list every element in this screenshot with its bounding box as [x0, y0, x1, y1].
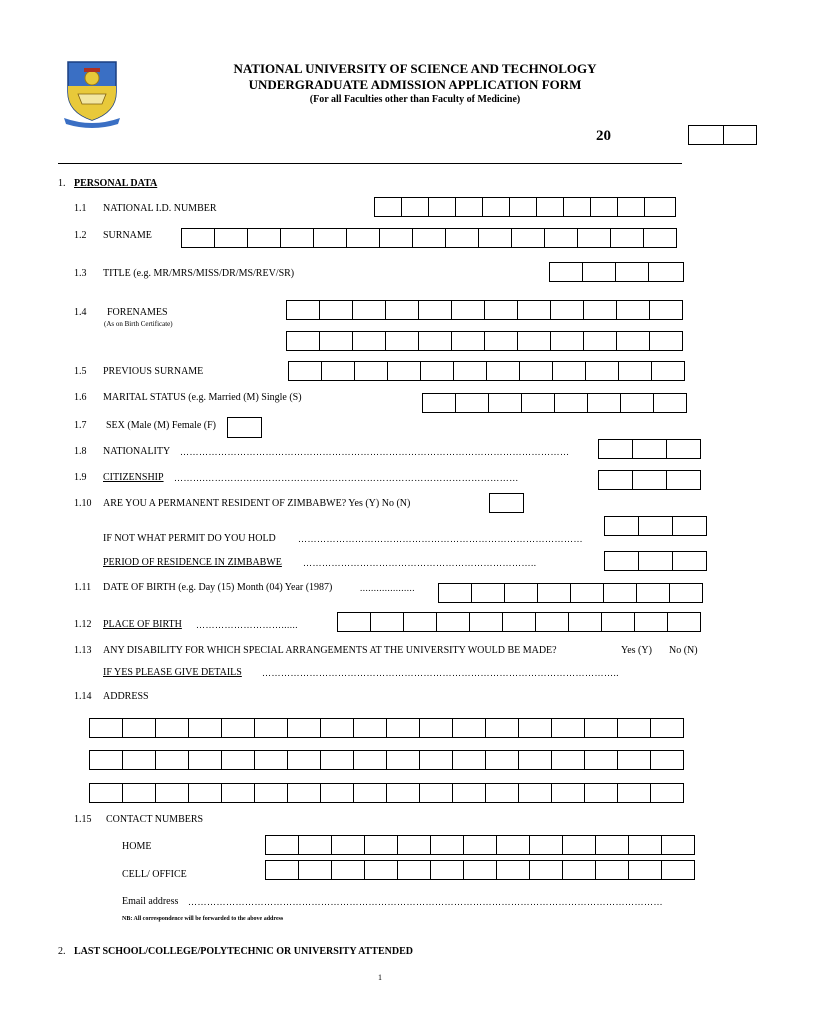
section2-number: 2. [58, 946, 66, 957]
input-char-box[interactable] [604, 551, 639, 571]
national-id-boxes[interactable] [374, 197, 676, 217]
input-char-box[interactable] [628, 860, 662, 880]
input-char-box[interactable] [321, 361, 355, 381]
page-number: 1 [378, 973, 382, 982]
input-char-box[interactable] [617, 718, 651, 738]
input-char-box[interactable] [397, 860, 431, 880]
home-label: HOME [122, 841, 152, 852]
input-char-box[interactable] [636, 583, 670, 603]
place-of-birth-boxes[interactable] [337, 612, 701, 632]
input-char-box[interactable] [562, 835, 596, 855]
input-char-box[interactable] [672, 551, 707, 571]
input-char-box[interactable] [650, 783, 684, 803]
residence-dots: ……………………………………………………………….. [303, 558, 537, 568]
input-char-box[interactable] [521, 393, 555, 413]
input-char-box[interactable] [504, 583, 538, 603]
input-char-box[interactable] [517, 300, 551, 320]
f17-label: SEX (Male (M) Female (F) [106, 420, 216, 431]
input-char-box[interactable] [551, 750, 585, 770]
input-char-box[interactable] [644, 197, 676, 217]
input-char-box[interactable] [617, 783, 651, 803]
input-char-box[interactable] [353, 783, 387, 803]
previous-surname-boxes[interactable] [288, 361, 685, 381]
input-char-box[interactable] [353, 718, 387, 738]
input-char-box[interactable] [364, 835, 398, 855]
header-subtitle: (For all Faculties other than Faculty of Medicine) [309, 94, 521, 105]
input-char-box[interactable] [667, 612, 701, 632]
input-char-box[interactable] [438, 583, 472, 603]
input-char-box[interactable] [122, 750, 156, 770]
input-char-box[interactable] [419, 750, 453, 770]
input-char-box[interactable] [455, 197, 483, 217]
input-char-box[interactable] [604, 516, 639, 536]
f18-dots: …………………………………………………………………………………………………………… [180, 447, 570, 457]
f114-num: 1.14 [74, 691, 92, 702]
input-char-box[interactable] [550, 300, 584, 320]
f14-label: FORENAMES [107, 307, 168, 318]
input-char-box[interactable] [403, 612, 437, 632]
title-boxes[interactable] [549, 262, 684, 282]
input-char-box[interactable] [346, 228, 380, 248]
input-char-box[interactable] [313, 228, 347, 248]
input-char-box[interactable] [478, 228, 512, 248]
input-char-box[interactable] [643, 228, 677, 248]
input-char-box[interactable] [227, 417, 262, 438]
f16-label: MARITAL STATUS (e.g. Married (M) Single (S) [103, 392, 302, 403]
f19-num: 1.9 [74, 472, 87, 483]
input-char-box[interactable] [420, 361, 454, 381]
f11-label: NATIONAL I.D. NUMBER [103, 203, 217, 214]
nb-note: NB: All correspondence will be forwarded to the above address [122, 916, 284, 922]
input-char-box[interactable] [595, 860, 629, 880]
f13-num: 1.3 [74, 268, 87, 279]
input-char-box[interactable] [455, 393, 489, 413]
input-char-box[interactable] [617, 750, 651, 770]
input-char-box[interactable] [386, 783, 420, 803]
input-char-box[interactable] [587, 393, 621, 413]
input-char-box[interactable] [254, 718, 288, 738]
input-char-box[interactable] [628, 835, 662, 855]
details-label: IF YES PLEASE GIVE DETAILS [103, 667, 242, 678]
header-title-line1: NATIONAL UNIVERSITY OF SCIENCE AND TECHNOLOGY [233, 61, 597, 76]
input-char-box[interactable] [536, 197, 564, 217]
input-char-box[interactable] [387, 361, 421, 381]
input-char-box[interactable] [509, 197, 537, 217]
input-char-box[interactable] [552, 361, 586, 381]
email-dots: …………………………………………………………………………………………………………………………………… [188, 897, 663, 907]
input-char-box[interactable] [583, 300, 617, 320]
input-char-box[interactable] [551, 718, 585, 738]
input-char-box[interactable] [353, 750, 387, 770]
f110-label: ARE YOU A PERMANENT RESIDENT OF ZIMBABWE? Yes (Y) No (N) [103, 498, 411, 509]
input-char-box[interactable] [445, 228, 479, 248]
input-char-box[interactable] [287, 783, 321, 803]
input-char-box[interactable] [453, 361, 487, 381]
input-char-box[interactable] [661, 860, 695, 880]
year-prefix: 20 [596, 128, 611, 144]
input-char-box[interactable] [666, 439, 701, 459]
date-of-birth-boxes[interactable] [438, 583, 703, 603]
input-char-box[interactable] [286, 331, 320, 351]
input-char-box[interactable] [484, 300, 518, 320]
input-char-box[interactable] [485, 783, 519, 803]
input-char-box[interactable] [610, 228, 644, 248]
input-char-box[interactable] [584, 718, 618, 738]
input-char-box[interactable] [412, 228, 446, 248]
input-char-box[interactable] [617, 197, 645, 217]
input-char-box[interactable] [672, 516, 707, 536]
input-char-box[interactable] [354, 361, 388, 381]
input-char-box[interactable] [319, 300, 353, 320]
input-char-box[interactable] [452, 718, 486, 738]
input-char-box[interactable] [666, 470, 701, 490]
permit-boxes[interactable] [604, 516, 707, 536]
input-char-box[interactable] [331, 835, 365, 855]
input-char-box[interactable] [221, 718, 255, 738]
input-char-box[interactable] [649, 300, 683, 320]
input-char-box[interactable] [650, 750, 684, 770]
input-char-box[interactable] [463, 860, 497, 880]
input-char-box[interactable] [485, 750, 519, 770]
input-char-box[interactable] [482, 197, 510, 217]
input-char-box[interactable] [615, 262, 649, 282]
marital-status-boxes[interactable] [422, 393, 687, 413]
address-boxes-row2[interactable] [89, 750, 684, 770]
input-char-box[interactable] [661, 835, 695, 855]
input-char-box[interactable] [221, 750, 255, 770]
input-char-box[interactable] [582, 262, 616, 282]
input-char-box[interactable] [488, 393, 522, 413]
input-char-box[interactable] [529, 835, 563, 855]
address-boxes-row3[interactable] [89, 783, 684, 803]
input-char-box[interactable] [337, 612, 371, 632]
input-char-box[interactable] [385, 300, 419, 320]
input-char-box[interactable] [386, 750, 420, 770]
f112-label: PLACE OF BIRTH [103, 619, 182, 630]
year-boxes[interactable] [688, 125, 757, 145]
input-char-box[interactable] [620, 393, 654, 413]
input-char-box[interactable] [653, 393, 687, 413]
input-char-box[interactable] [723, 125, 757, 145]
input-char-box[interactable] [544, 228, 578, 248]
f113-yes: Yes (Y) [621, 645, 652, 656]
input-char-box[interactable] [518, 718, 552, 738]
input-char-box[interactable] [590, 197, 618, 217]
f12-num: 1.2 [74, 230, 87, 241]
input-char-box[interactable] [485, 718, 519, 738]
input-char-box[interactable] [554, 393, 588, 413]
input-char-box[interactable] [452, 783, 486, 803]
input-char-box[interactable] [320, 750, 354, 770]
input-char-box[interactable] [247, 228, 281, 248]
input-char-box[interactable] [518, 750, 552, 770]
input-char-box[interactable] [286, 300, 320, 320]
input-char-box[interactable] [632, 439, 667, 459]
input-char-box[interactable] [379, 228, 413, 248]
input-char-box[interactable] [471, 583, 505, 603]
residence-label: PERIOD OF RESIDENCE IN ZIMBABWE [103, 557, 282, 568]
input-char-box[interactable] [214, 228, 248, 248]
input-char-box[interactable] [618, 361, 652, 381]
input-char-box[interactable] [638, 516, 673, 536]
email-label: Email address [122, 896, 179, 907]
sex-box[interactable] [227, 417, 262, 438]
details-dots: ………………………………………………………………………………………………….. [262, 668, 619, 678]
f113-label: ANY DISABILITY FOR WHICH SPECIAL ARRANGEMENTS AT THE UNIVERSITY WOULD BE MADE? [103, 645, 557, 656]
input-char-box[interactable] [288, 361, 322, 381]
input-char-box[interactable] [287, 750, 321, 770]
f13-label: TITLE (e.g. MR/MRS/MISS/DR/MS/REV/SR) [103, 268, 295, 279]
input-char-box[interactable] [181, 228, 215, 248]
input-char-box[interactable] [584, 783, 618, 803]
section1-number: 1. [58, 178, 66, 189]
f115-num: 1.15 [74, 814, 92, 825]
input-char-box[interactable] [511, 228, 545, 248]
input-char-box[interactable] [320, 783, 354, 803]
input-char-box[interactable] [616, 331, 650, 351]
input-char-box[interactable] [549, 262, 583, 282]
f18-label: NATIONALITY [103, 446, 171, 457]
f113-num: 1.13 [74, 645, 92, 656]
input-char-box[interactable] [430, 860, 464, 880]
input-char-box[interactable] [568, 612, 602, 632]
input-char-box[interactable] [648, 262, 684, 282]
input-char-box[interactable] [430, 835, 464, 855]
input-char-box[interactable] [401, 197, 429, 217]
input-char-box[interactable] [89, 783, 123, 803]
f16-num: 1.6 [74, 392, 87, 403]
input-char-box[interactable] [563, 197, 591, 217]
f110-num: 1.10 [74, 498, 92, 509]
f19-dots: ……….……………………………………………………………………………………… [174, 473, 519, 483]
input-char-box[interactable] [486, 361, 520, 381]
f19-label: CITIZENSHIP [103, 472, 164, 483]
input-char-box[interactable] [598, 439, 633, 459]
input-char-box[interactable] [265, 835, 299, 855]
input-char-box[interactable] [519, 361, 553, 381]
cell-label: CELL/ OFFICE [122, 869, 187, 880]
input-char-box[interactable] [188, 750, 222, 770]
input-char-box[interactable] [428, 197, 456, 217]
f111-num: 1.11 [74, 582, 92, 593]
surname-boxes[interactable] [181, 228, 677, 248]
input-char-box[interactable] [422, 393, 456, 413]
input-char-box[interactable] [188, 783, 222, 803]
input-char-box[interactable] [89, 750, 123, 770]
input-char-box[interactable] [352, 300, 386, 320]
f11-num: 1.1 [74, 203, 87, 214]
input-char-box[interactable] [155, 783, 189, 803]
input-char-box[interactable] [583, 331, 617, 351]
input-char-box[interactable] [221, 783, 255, 803]
f15-num: 1.5 [74, 366, 87, 377]
input-char-box[interactable] [418, 331, 452, 351]
f114-label: ADDRESS [103, 691, 149, 702]
f12-label: SURNAME [103, 230, 152, 241]
forenames-boxes-row1[interactable] [286, 300, 683, 320]
input-char-box[interactable] [518, 783, 552, 803]
input-char-box[interactable] [385, 331, 419, 351]
section2-title: LAST SCHOOL/COLLEGE/POLYTECHNIC OR UNIVERSITY ATTENDED [74, 946, 413, 957]
input-char-box[interactable] [570, 583, 604, 603]
input-char-box[interactable] [280, 228, 314, 248]
f115-label: CONTACT NUMBERS [106, 814, 204, 825]
input-char-box[interactable] [550, 331, 584, 351]
input-char-box[interactable] [651, 361, 685, 381]
input-char-box[interactable] [452, 750, 486, 770]
f18-num: 1.8 [74, 446, 87, 457]
input-char-box[interactable] [364, 860, 398, 880]
input-char-box[interactable] [601, 612, 635, 632]
header-title-line2: UNDERGRADUATE ADMISSION APPLICATION FORM [248, 77, 582, 92]
forenames-boxes-row2[interactable] [286, 331, 683, 351]
input-char-box[interactable] [517, 331, 551, 351]
input-char-box[interactable] [122, 718, 156, 738]
input-char-box[interactable] [484, 331, 518, 351]
input-char-box[interactable] [89, 718, 123, 738]
f113-no: No (N) [669, 645, 698, 656]
input-char-box[interactable] [419, 783, 453, 803]
input-char-box[interactable] [155, 750, 189, 770]
residence-boxes[interactable] [604, 551, 707, 571]
input-char-box[interactable] [298, 860, 332, 880]
input-char-box[interactable] [688, 125, 724, 145]
address-boxes-row1[interactable] [89, 718, 684, 738]
permit-label: IF NOT WHAT PERMIT DO YOU HOLD [103, 533, 276, 544]
input-char-box[interactable] [598, 470, 633, 490]
input-char-box[interactable] [254, 783, 288, 803]
input-char-box[interactable] [496, 860, 530, 880]
input-char-box[interactable] [584, 750, 618, 770]
f112-dots: ………………………...... [196, 620, 298, 630]
input-char-box[interactable] [122, 783, 156, 803]
input-char-box[interactable] [320, 718, 354, 738]
input-char-box[interactable] [469, 612, 503, 632]
f111-label: DATE OF BIRTH (e.g. Day (15) Month (04) Year (1987) [103, 582, 333, 593]
input-char-box[interactable] [374, 197, 402, 217]
input-char-box[interactable] [603, 583, 637, 603]
input-char-box[interactable] [287, 718, 321, 738]
section1-title: PERSONAL DATA [74, 178, 158, 189]
f112-num: 1.12 [74, 619, 92, 630]
permanent-resident-box[interactable] [489, 493, 524, 513]
f14-sublabel: (As on Birth Certificate) [104, 320, 173, 328]
input-char-box[interactable] [451, 331, 485, 351]
input-char-box[interactable] [632, 470, 667, 490]
input-char-box[interactable] [489, 493, 524, 513]
citizenship-boxes[interactable] [598, 470, 701, 490]
input-char-box[interactable] [502, 612, 536, 632]
input-char-box[interactable] [537, 583, 571, 603]
input-char-box[interactable] [265, 860, 299, 880]
input-char-box[interactable] [386, 718, 420, 738]
f15-label: PREVIOUS SURNAME [103, 366, 204, 377]
input-char-box[interactable] [451, 300, 485, 320]
input-char-box[interactable] [585, 361, 619, 381]
input-char-box[interactable] [155, 718, 189, 738]
f14-num: 1.4 [74, 307, 87, 318]
permit-dots: ……………………………………………………………………………… [298, 534, 583, 544]
input-char-box[interactable] [370, 612, 404, 632]
input-char-box[interactable] [254, 750, 288, 770]
input-char-box[interactable] [496, 835, 530, 855]
input-char-box[interactable] [638, 551, 673, 571]
home-phone-boxes[interactable] [265, 835, 695, 855]
input-char-box[interactable] [419, 718, 453, 738]
input-char-box[interactable] [397, 835, 431, 855]
input-char-box[interactable] [649, 331, 683, 351]
input-char-box[interactable] [331, 860, 365, 880]
input-char-box[interactable] [595, 835, 629, 855]
cell-phone-boxes[interactable] [265, 860, 695, 880]
f17-num: 1.7 [74, 420, 87, 431]
input-char-box[interactable] [319, 331, 353, 351]
input-char-box[interactable] [463, 835, 497, 855]
input-char-box[interactable] [616, 300, 650, 320]
nationality-boxes[interactable] [598, 439, 701, 459]
input-char-box[interactable] [436, 612, 470, 632]
header-divider [58, 163, 682, 164]
input-char-box[interactable] [529, 860, 563, 880]
f111-dots: .................... [360, 583, 415, 593]
input-char-box[interactable] [535, 612, 569, 632]
input-char-box[interactable] [562, 860, 596, 880]
input-char-box[interactable] [650, 718, 684, 738]
input-char-box[interactable] [551, 783, 585, 803]
input-char-box[interactable] [669, 583, 703, 603]
input-char-box[interactable] [577, 228, 611, 248]
input-char-box[interactable] [298, 835, 332, 855]
input-char-box[interactable] [418, 300, 452, 320]
input-char-box[interactable] [188, 718, 222, 738]
input-char-box[interactable] [352, 331, 386, 351]
input-char-box[interactable] [634, 612, 668, 632]
